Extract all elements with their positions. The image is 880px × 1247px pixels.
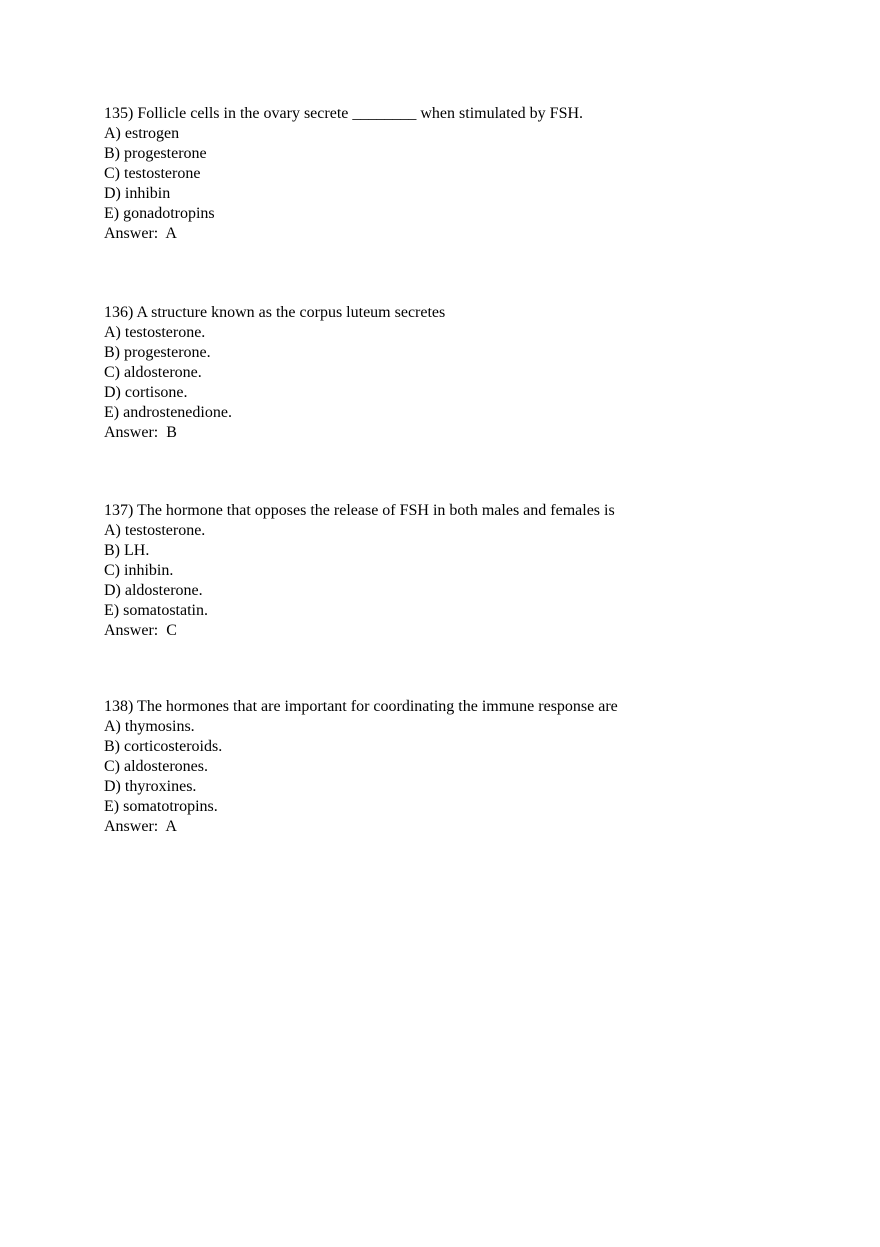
- option-d: D) inhibin: [104, 185, 171, 202]
- answer-line: Answer: B: [104, 424, 177, 441]
- question-137: [104, 501, 824, 641]
- option-b: B) progesterone: [104, 145, 207, 162]
- question-stem: 138) The hormones that are important for coordinating the immune response are: [104, 698, 618, 715]
- option-e: E) gonadotropins: [104, 205, 215, 222]
- option-e: E) somatotropins.: [104, 798, 218, 815]
- option-a: A) estrogen: [104, 125, 180, 142]
- option-a: A) testosterone.: [104, 324, 206, 341]
- option-e: E) somatostatin.: [104, 602, 208, 619]
- option-c: C) aldosterone.: [104, 364, 202, 381]
- option-a: A) testosterone.: [104, 522, 206, 539]
- question-stem: 135) Follicle cells in the ovary secrete ________ when stimulated by FSH.: [104, 105, 584, 122]
- option-a: A) thymosins.: [104, 718, 195, 735]
- option-b: B) progesterone.: [104, 344, 211, 361]
- option-c: C) aldosterones.: [104, 758, 208, 775]
- question-135: [104, 104, 824, 244]
- question-stem: 136) A structure known as the corpus luteum secretes: [104, 304, 446, 321]
- option-b: B) corticosteroids.: [104, 738, 223, 755]
- question-138: [104, 697, 824, 837]
- question-136: [104, 303, 824, 443]
- option-e: E) androstenedione.: [104, 404, 232, 421]
- question-stem: 137) The hormone that opposes the release of FSH in both males and females is: [104, 502, 615, 519]
- option-b: B) LH.: [104, 542, 150, 559]
- answer-line: Answer: C: [104, 622, 177, 639]
- answer-line: Answer: A: [104, 225, 177, 242]
- option-d: D) cortisone.: [104, 384, 188, 401]
- option-c: C) testosterone: [104, 165, 201, 182]
- option-d: D) thyroxines.: [104, 778, 197, 795]
- option-d: D) aldosterone.: [104, 582, 203, 599]
- answer-line: Answer: A: [104, 818, 177, 835]
- option-c: C) inhibin.: [104, 562, 174, 579]
